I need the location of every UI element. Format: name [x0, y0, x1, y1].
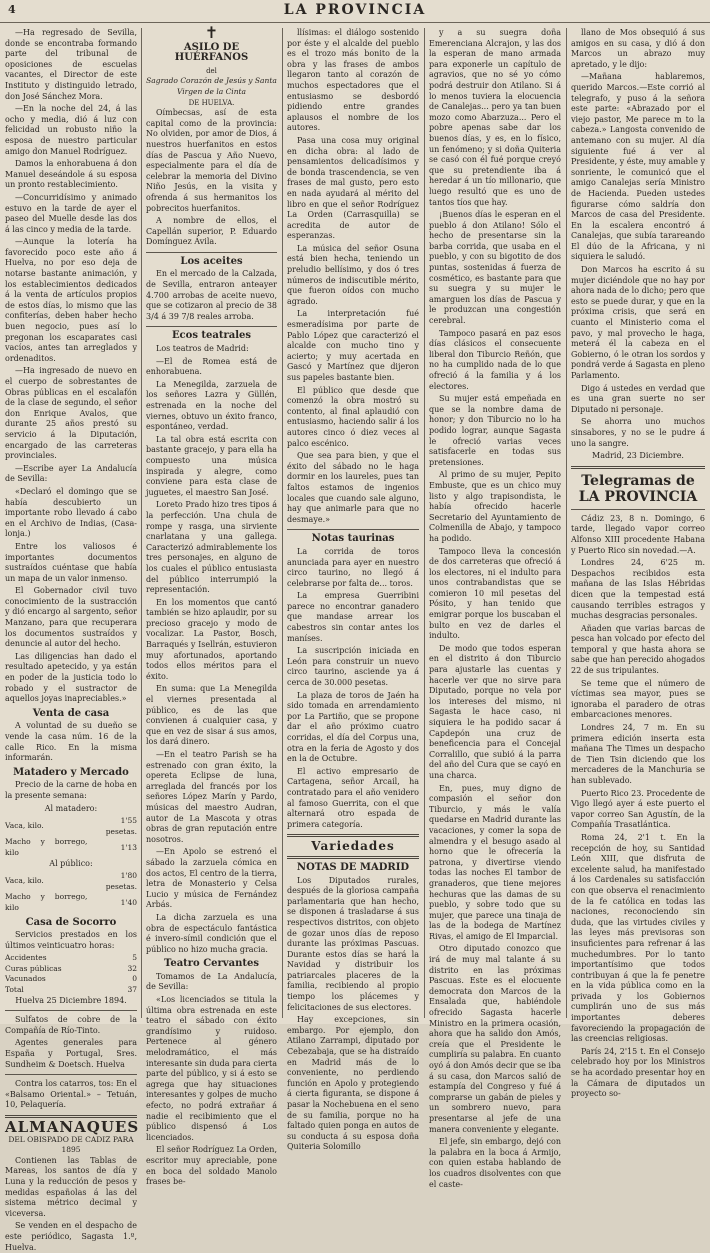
news-item: En, pues, muy digno de compasión el señor don Tiburcio, y más le valía quedarse en Madrid durante las vacaciones, y comer la sopa de almendra y el besugo asado al horno que le ofrecería la patrona, y divertirse viendo todas las noches El tambor de granaderos, que tiene mejores hechuras que las damas de su pueblo, y sobre todo que su mujer, que parece una tinaja de las de la bodega de Martínez Rivas, el amigo de El Imparcial. — [429, 783, 561, 941]
table-row — [5, 953, 137, 964]
column-rule — [566, 28, 567, 1018]
news-item: Al primo de su mujer, Pepito Embuste, que es un chico muy listo y algo trapisondista, le había ofrecido hacerle Secretario del Ayuntamiento de Colmenilla de Abajo, y tampoco ha podido. — [429, 470, 561, 543]
news-item: De modo que todos esperan en el distrito á don Tiburcio para ajustarle las cuentas y hacerle ver que no sirve para Diputado, porque no vela por los intereses del mismo, ni Sagasta le hace caso, ni siquiera le ha podido sacar á Capdepón una cruz de beneficencia para el Concejal Corralillo, que subió á la parra del año del Cura que se cayó en una charca. — [429, 643, 561, 780]
section-heading: NOTAS DE MADRID — [296, 861, 410, 873]
section-heading: Matadero y Mercado — [13, 766, 129, 778]
news-item: Los Diputados rurales, después de la gloriosa campaña parlamentaria que han hecho, se disponen á trasladarse á sus respectivos distritos, con objeto de gozar unos días de reposo durante las próximas Pascuas. Durante estos días se hará la Navidad y distribuir los patriarcales placeres de la familia, recibiendo al propio tiempo los plácemes y felicitaciones de sus electores. — [287, 875, 419, 1012]
column-rule — [424, 28, 425, 1018]
news-item: Digo á ustedes en verdad que es una gran suerte no ser Diputado ni personaje. — [571, 383, 705, 414]
news-item: El público que desde que comenzó la obra mostró su contento, al final aplaudió con entusiasmo, haciendo salir á los autores cinco ó diez veces al palco escénico. — [287, 385, 419, 448]
telegram-item: París 24, 2'15 t. En el Consejo celebrado hoy por los Ministros se ha acordado presentar hoy en la Cámara de diputados un proyecto so- — [571, 1046, 705, 1099]
news-item: La suscripción iniciada en León para construir un nuevo circo taurino, asciende ya á cerca de 30.000 pesetas. — [287, 646, 419, 688]
news-item: La Menegilda, zarzuela de los señores Lazra y Güllén, estrenada en la noche del viernes, obtuvo un éxito franco, espontáneo, verdad. — [146, 379, 277, 432]
column-rule — [141, 28, 142, 1018]
newspaper-title: LA PROVINCIA — [283, 2, 427, 18]
socorro-intro: Servicios prestados en los últimos veinticuatro horas: — [5, 930, 137, 950]
row-label: Total — [5, 985, 24, 995]
news-item: En el mercado de la Calzada, de Sevilla, entraron anteayer 4.700 arrobas de aceite nuevo, que se cotizaron al precio de 38 3/4 á 39 7/8 reales arroba. — [146, 269, 277, 321]
advert-text: Contra los catarros, tos: En el «Balsamo Oriental.» – Tetuán, 10, Pelaquería. — [5, 1079, 137, 1110]
row-value: 32 — [127, 963, 137, 973]
news-item: Damos la enhorabuena á don Manuel deseándole á su esposa un pronto restablecimiento. — [5, 159, 137, 190]
news-item: La plaza de toros de Jaén ha sido tomada en arrendamiento por La Partiño, que se propone dar el año próximo cuatro corridas, el día del Corpus una, otra en la feria de Agosto y dos en la de Octubre. — [287, 690, 419, 764]
divider — [287, 856, 419, 859]
telegram-item: Puerto Rico 23. Procedente de Vigo llegó ayer á este puerto el vapor correo San Agustín, de la Compañía Trasatlántica. — [571, 788, 705, 830]
almanaques-title: ALMANAQUES — [5, 1118, 140, 1136]
asilo-place: DE HUELVA. — [188, 98, 235, 107]
row-label: Vacunados — [5, 974, 46, 984]
cross-icon: ✝ — [204, 23, 219, 42]
news-item: «Declaró el domingo que se había descubierto un importante robo llevado á cabo en el Archivo de Indias, (Casa-lonja.) — [5, 486, 137, 539]
news-item: En suma: que La Menegilda el viernes presentada al público, es de las que convienen á cualquier casa, y que en vez de sisar á sus amos, los dará dinero. — [146, 684, 277, 747]
news-item: La empresa Guerribini parece no encontrar ganadero que mandase arrear los cabestros sin contar antes los maníses. — [287, 591, 419, 643]
divider — [571, 509, 705, 510]
telegram-item: Londres 24, 6'25 m. Despachos recibidos esta mañana de las Islas Hébridas dicen que la tempestad está causando terribles estragos y muchas desgracias personales. — [571, 558, 705, 621]
table-row — [5, 871, 137, 892]
news-item: Que sea para bien, y que el éxito del sábado no le haga dormir en los laureles, pues tan faltos estamos de ingenios locales que cuando sale alguno, hay que animarle para que no desmaye.» — [287, 451, 419, 524]
row-label: Accidentes — [5, 953, 47, 963]
news-item: El Gobernador civil tuvo conocimiento de la sustracción y dió encargo al sargento, señor Manzano, para que recuperara los documentos sustraídos y denuncie al autor del hecho. — [5, 586, 137, 649]
news-item: —En la noche del 24, á las ocho y media, dió á luz con felicidad un robusto niño la esposa de nuestro particular amigo don Manuel Rodríguez. — [5, 104, 137, 156]
table-row — [5, 964, 137, 975]
telegram-item: Añaden que varias barcas de pesca han volcado por efecto del temporal y que hasta ahora se sabe que han perecido ahogados 22 de sus tripulantes. — [571, 623, 705, 676]
column-3 — [287, 28, 419, 1152]
row-value: 1'80 pesetas. — [105, 871, 137, 891]
divider — [287, 834, 419, 837]
section-heading-variedades: Variedades — [311, 839, 395, 854]
news-item: A voluntad de su dueño se vende la casa núm. 16 de la calle Rico. En la misma informarán. — [5, 721, 137, 763]
asilo-name: Sagrado Corazón de Jesús y Santa Virgen de la Cinta — [146, 76, 277, 96]
socorro-table — [5, 953, 137, 995]
news-item: La interpretación fué esmeradísima por parte de Pablo López que caracterizó el alcalde con mucho tino y acierto; y muy acertada en Gascó y Martínez que dijeron sus papeles bastante bien. — [287, 309, 419, 382]
news-item: —Ha regresado de Sevilla, donde se encontraba formando parte del tribunal de oposiciones de escuelas vacantes, el Director de este Instituto y distinguido letrado, don José Sánchez Mora. — [5, 28, 137, 101]
news-item: Su mujer está empeñada en que se la nombre dama de honor; y don Tiburcio no lo ha podido lograr, aunque Sagasta le ofreció varias veces satisfacerle en todas sus pretensiones. — [429, 394, 561, 467]
section-heading: Ecos teatrales — [171, 330, 252, 342]
dateline: Madrid, 23 Diciembre. — [592, 451, 684, 461]
news-item: Entre los valiosos é importantes documentos sustraídos cuéntase que había un mapa de un valor inmenso. — [5, 541, 137, 583]
socorro-date: Huelva 25 Diciembre 1894. — [15, 995, 127, 1005]
advert-text: Agentes generales para España y Portugal, Sres. Sundheim & Doetsch. Huelva — [5, 1038, 137, 1069]
divider — [146, 326, 277, 327]
section-heading: Teatro Cervantes — [164, 958, 259, 970]
divider — [571, 466, 705, 469]
news-item: Oímbecsas, así de esta capital como de la provincia: No olviden, por amor de Dios, á nuestros huerfanitos en estos días de Pascua y Año Nuevo, especialmente para el día de celebrar la memoria del Divino Niño Jesús, en la visita y ofrenda á sus hermanitos los pobrecitos huerfanitos. — [146, 108, 277, 213]
row-value: 0 — [132, 974, 137, 984]
news-item: El señor Rodríguez La Orden, escritor muy apreciable, pone en boca del soldado Manolo frases be- — [146, 1145, 277, 1187]
page-header — [0, 0, 710, 23]
row-value: 1'55 pesetas. — [105, 816, 137, 836]
news-item: Pasa una cosa muy original en dicha obra: al lado de pensamientos delicadísimos y de bonda trascendencia, se ven frases de mal gusto, pero esto en nada ayudará al mérito del libro en que el señor Rodríguez La Orden (Carrasquilla) se acredita de autor de esperanzas. — [287, 135, 419, 241]
advert-text: Contienen las Tablas de Mareas, los santos de día y Luna y la reducción de pesos y medidas españolas á las del sistema métrico decimal y viceversa. — [5, 1155, 137, 1218]
column-2 — [146, 23, 277, 1187]
news-item: —Ha ingresado de nuevo en el cuerpo de sobrestantes de Obras públicas en el escalafón de la clase de segundo, el señor don Enrique Avalos, que durante 25 años prestó su servicio á la Diputación, encargado de las carreteras provinciales. — [5, 366, 137, 461]
table-row — [5, 892, 137, 913]
news-item: y a su suegra doña Emerenciana Alcrajon, y las dos la esperan de mano armada para exponerle un capítulo de agravios, que no sé yo cómo podrá destruir don Atilano. Si á lo menos tuviera la elocuencia de Canalejas... pero ya tan buen mozo como Abarzuza... Pero el pobre apenas sabe dar los buenos días, y es, en lo físico, un fenómeno; y si doña Quiteria se casó con él fué porque creyó que su pretendiente iba á heredar á un tío millonario, que luego resultó que es uno de tantos tíos que hay. — [429, 28, 561, 207]
news-item: —El de Romea está de enhorabuena. — [146, 356, 277, 377]
news-item: —Aunque la lotería ha favorecido poco este año á Huelva, no por eso deja de notarse bastante animación, y los establecimientos dedicados á la venta de artículos propios de estos días, lo mismo que las confiterías, deben haber hecho buen negocio, pues así lo pregonan los escaparates casi vacíos, antes tan arreglados y ordenaditos. — [5, 237, 137, 363]
price-table — [5, 816, 137, 858]
divider — [5, 1010, 137, 1011]
column-1 — [5, 28, 140, 1252]
news-item: La dicha zarzuela es una obra de espectáculo fantástica é invero-símil condición que el público no hizo mucha gracia. — [146, 912, 277, 954]
advert-text: Se venden en el despacho de este periódico, Sagasta 1.º, Huelva. — [5, 1221, 137, 1252]
divider — [287, 529, 419, 530]
column-5 — [571, 28, 705, 1099]
table-row — [5, 985, 137, 996]
matadero-subheading: Al público: — [49, 858, 93, 868]
table-row — [5, 816, 137, 837]
news-item: Tampoco lleva la concesión de dos carreteras que ofreció á los electores, ni el indulto para unos contrabandistas que se comieron 10 mil pesetas del Pósito, y han tenido que emigrar porque los buscaban el bulto en vez de darles el indulto. — [429, 546, 561, 641]
table-row — [5, 974, 137, 985]
matadero-subheading: Al matadero: — [44, 803, 98, 813]
telegram-item: Se teme que el número de víctimas sea mayor, pues se ignoraba el paradero de otras embarcaciones menores. — [571, 678, 705, 720]
table-row — [5, 837, 137, 858]
row-label: Curas públicas — [5, 963, 62, 973]
row-label: Vaca, kilo. — [5, 821, 44, 831]
section-heading: Casa de Socorro — [25, 916, 117, 928]
news-item: La corrida de toros anunciada para ayer en nuestro circo taurino, no llegó á celebrarse por falta de... toros. — [287, 546, 419, 588]
news-item: —Mañana hablaremos, querido Marcos.—Este corrió al telegrafo, y puso á la señora este parte: «Abrazado por el viejo pastor, Me parece m to la cabeza.» Langosta convenido de antemano con su mujer. Al día siguiente fué á ver al Presidente, y éste, muy amable y sonriente, le comunicó que el amigo Canalejas sería Ministro de Hacienda. Pueden ustedes figurarse cómo saldría don Marcos de casa del Presidente. En la escalera encontró á Canalejas, que subía tarareando El dúo de la Africana, y ni siquiera le saludó. — [571, 72, 705, 262]
advert-text: Sulfatos de cobre de la Compañía de Río-Tinto. — [5, 1015, 137, 1035]
news-item: El jefe, sin embargo, dejó con la palabra en la boca á Armijo, con quien estaba hablando de los cuadros disolventes con que el caste- — [429, 1137, 561, 1189]
matadero-intro: Precio de la carne de hoba en la presente semana: — [5, 780, 137, 800]
row-value: 5 — [132, 953, 137, 963]
telegram-item: Cádiz 23, 8 n. Domingo, 6 tarde, llegado vapor correo Alfonso XIII procedente Habana y Puerto Rico sin novedad.—A. — [571, 513, 705, 555]
price-table — [5, 871, 137, 913]
news-item: llísimas: el diálogo sostenido por éste y el alcalde del pueblo es el trozo más bonito de la obra y las frases de ambos llegaron tanto al corazón de muchos espectadores que el entusiasmo se desbordó pidiendo entre grandes aplausos el nombre de los autores. — [287, 28, 419, 133]
news-item: —En el teatro Parish se ha estrenado con gran éxito, la opereta Eclipse de luna, arreglada del francés por los señores López Marín y Pardo, músicas del maestro Audran, autor de La Mascota y otras obras de gran reputación entre nosotros. — [146, 750, 277, 844]
row-value: 37 — [127, 985, 137, 995]
divider — [146, 252, 277, 253]
row-label: Macho y borrego, kilo — [5, 892, 88, 912]
news-item: —En Apolo se estrenó el sábado la zarzuela cómica en dos actos, El centro de la tierra, letra de Monasterio y Celsa Lucio y música de Fernández Arbás. — [146, 847, 277, 910]
news-item: Don Marcos ha escrito á su mujer diciéndole que no hay por ahora nada de lo dicho; pero que esto se puede durar, y que en la próxima crisis, que será en cuanto el Ministerio coma el pavo, y mal provecho le haga, meterá él la cabeza en el Gobierno, ó le otran los sordos y pondrá verde á Sagasta en pleno Parlamento. — [571, 265, 705, 380]
section-heading: Notas taurinas — [311, 533, 395, 545]
divider — [5, 1074, 137, 1075]
section-heading: Los aceites — [180, 255, 243, 267]
news-item: Las diligencias han dado el resultado apetecido, y ya están en poder de la justicia todo lo robado y el sustractor de aquellos joyas inapreciables.» — [5, 651, 137, 704]
news-item: llano de Mos obsequió á sus amigos en su casa, y dió á don Marcos un abrazo muy apretado, y le dijo: — [571, 28, 705, 69]
news-item: Los teatros de Madrid: — [156, 344, 249, 354]
news-item: A nombre de ellos, el Capellán superior, P. Eduardo Domínguez Ávila. — [146, 216, 277, 247]
news-item: Se ahorra uno muchos sinsabores, y no se le pudre á uno la sangre. — [571, 417, 705, 448]
row-value: 1'40 — [120, 897, 137, 907]
news-item: Hay excepciones, sin embargo. Por ejemplo, don Atilano Zarrampi, diputado por Cebezabaja, que se ha distraído en Madrid más de lo conveniente, no perdiendo función en Apolo y protegiendo á cierta figuranta, se dispone á pasar la Nochebuena en el seno de su familia, porque no ha faltado quien ponga en autos de su conducta á su esposa doña Quiteria Solomillo — [287, 1015, 419, 1152]
news-item: En los momentos que cantó también se hizo aplaudir, por su precioso gracejo y modo de vocalizar. La Pastor, Bosch, Barraqués y Isellrán, estuvieron muy afortunados, aportando todos ellos méritos para el éxito. — [146, 597, 277, 681]
asilo-del: del — [206, 66, 217, 75]
telegram-item: Londres 24, 7 m. En su primera edición inserta esta mañana The Times un despacho de Tien Tsin diciendo que los mercaderes de la Manchuria se han sublevado. — [571, 723, 705, 785]
news-item: La música del señor Osuna está bien hecha, teniendo un preludio bellísimo, y dos ó tres números de indiscutible mérito, que fueron oídos con mucho agrado. — [287, 243, 419, 306]
news-item: «Los licenciados se titula la última obra estrenada en este teatro el sábado con éxito grandísimo y ruidoso. Pertenece al género melodramático, el más interesante sin duda para cierta parte del público, y si á esto se agrega que hay situaciones interesantes y golpes de mucho efecto, no podrá extrañar á nadie el recibimiento que el público dispensó á Los licenciados. — [146, 995, 277, 1142]
row-label: Macho y borrego, kilo — [5, 837, 88, 857]
news-item: Tampoco pasará en paz esos días clásicos el consecuente liberal don Tiburcio Reñón, que no ha cumplido nada de lo que ofreció á la familia y á los electores. — [429, 328, 561, 391]
asilo-title: ASILO DE HUÉRFANOS — [174, 41, 249, 64]
telegram-item: Roma 24, 2'1 t. En la recepción de hoy, su Santidad León XIII, que disfruta de excelente salud, ha manifestado á los Cardenales su satisfacción con que observa el renacimiento de la fe católica en todas las naciones, reconociendo sin duda, que las virtudes civiles y las leyes más previsoras son insuficientes para refrenar á las muchedumbres. Por lo tanto importantísimo que todos contribuyan á que la fe penetre en la vida pública como en la privada y los Gobiernos cumplirán uno de sus más importantes deberes favoreciendo la propagación de las creencias religiosas. — [571, 832, 705, 1044]
news-item: —Concurridísimo y animado estuvo en la tarde de ayer el paseo del Muelle desde las dos á las cinco y media de la tarde. — [5, 192, 137, 234]
section-heading: Venta de casa — [32, 707, 110, 719]
news-item: ¡Buenos días le esperan en el pueblo á don Atilano! Sólo el hecho de presentarse sin la barba corrida, que usaba en el pueblo, y con su bigotito de dos puntas, sostenidas á fuerza de cosmético, es bastante para que su suegra y su mujer le amarguen los días de Pascua y le produzcan una congestión cerebral. — [429, 210, 561, 326]
telegramas-title: Telegramas de LA PROVINCIA — [578, 472, 698, 505]
column-rule — [282, 28, 283, 1018]
news-item: El activo empresario de Cartagena, señor Arcail, ha contratado para el año venidero al famoso Guerrita, con el que alternará otro espada de primera categoría. — [287, 766, 419, 829]
row-label: Vaca, kilo. — [5, 876, 44, 886]
column-4 — [429, 28, 561, 1189]
news-item: Loreto Prado hizo tres tipos á la perfección. Una chula de rompe y rasga, una sirviente cnarlatana y una gallega. Caracterizó admirablemente los tres personajes, en alguno de los cuales el público entusiasta del público interrumpió la representación. — [146, 500, 277, 595]
news-item: La tal obra está escrita con bastante gracejo, y para ella ha compuesto una música inspirada y alegre, como conviene para esta clase de juguetes, el maestro San José. — [146, 434, 277, 497]
news-item: Otro diputado conozco que irá de muy mal talante á su distrito en las próximas Pascuas. Este es el elocuente democrata don Marcos de la Ensalada que, habiéndole ofrecido Sagasta hacerle Ministro en la primera ocasión, ahora que ha salido don Amós, creía que el Presidente le cumpliría su palabra. En cuanto oyó á don Amós decir que se iba á su casa, don Marcos salió de estampía del Congreso y fué á comprarse un gabán de pieles y un sombrero nuevo, para presentarse al jefe de una manera conveniente y elegante. — [429, 944, 561, 1134]
page-number: 4 — [8, 3, 16, 16]
news-item: —Escribe ayer La Andalucía de Sevilla: — [5, 463, 137, 484]
news-item: Tomamos de La Andalucía, de Sevilla: — [146, 971, 277, 992]
row-value: 1'13 — [120, 842, 137, 852]
almanaques-subtitle: DEL OBISPADO DE CADIZ PARA 1895 — [8, 1134, 134, 1155]
